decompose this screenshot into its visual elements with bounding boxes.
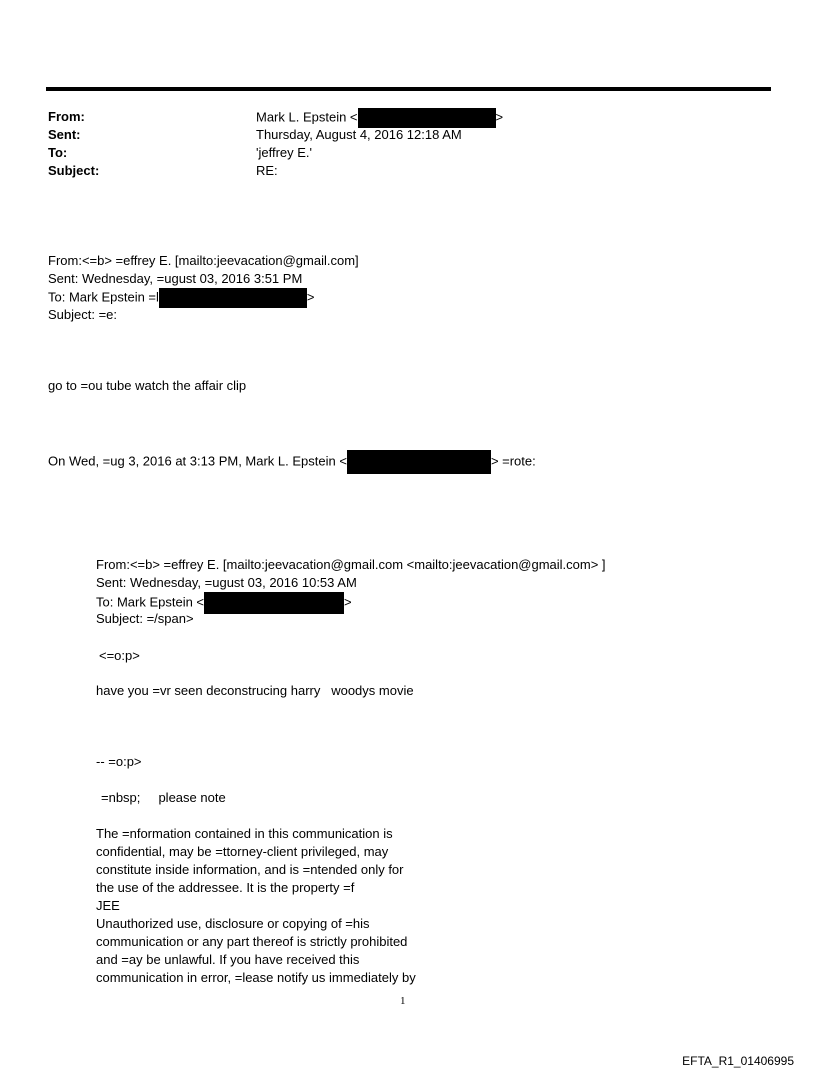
disclaimer-line: the use of the addressee. It is the property =f [96,880,355,895]
to-label: To: [48,145,68,160]
question-line: have you =vr seen deconstrucing harry woodys movie [96,683,414,698]
subject-value: RE: [256,163,278,178]
quoted1-to-close: > [306,289,315,305]
disclaimer-line: Unauthorized use, disclosure or copying of =his [96,916,370,931]
from-value [256,108,503,128]
quoted2-subject: Subject: =/span> [96,611,194,626]
quoted2-to-close: > [344,594,352,610]
disclaimer [96,825,456,987]
redaction-box [204,592,344,614]
redaction-box [358,108,496,128]
from-value-close: > [495,109,504,125]
page-number: 1 [400,995,406,1007]
on-wrote-line [48,450,536,474]
disclaimer-line: confidential, may be =ttorney-client privileged, may [96,844,389,859]
disclaimer-line: communication or any part thereof is strictly prohibited [96,934,408,949]
quoted1-sent: Sent: Wednesday, =ugust 03, 2016 3:51 PM [48,271,303,286]
disclaimer-line: JEE [96,898,120,913]
disclaimer-line: communication in error, =lease notify us immediately by [96,970,416,985]
to-value: 'jeffrey E.' [256,145,313,160]
quoted1-subject: Subject: =e: [48,307,118,322]
redaction-box [347,450,491,474]
on-wrote-suffix: > =rote: [490,453,536,469]
on-wrote-text: On Wed, =ug 3, 2016 at 3:13 PM, Mark L. Epstein < [48,453,347,469]
please-note: =nbsp; please note [101,790,226,805]
from-label: From: [48,109,85,124]
redaction-box [159,288,307,308]
quoted2-to-text: To: Mark Epstein < [96,594,205,610]
from-value-text: Mark L. Epstein < [256,109,358,125]
disclaimer-line: and =ay be unlawful. If you have received this [96,952,360,967]
sent-value: Thursday, August 4, 2016 12:18 AM [256,127,462,142]
quoted1-to-text: To: Mark Epstein =l [48,289,159,305]
body-line: go to =ou tube watch the affair clip [48,378,247,393]
disclaimer-line: The =nformation contained in this communication is [96,826,393,841]
header-rule [46,87,771,91]
quoted2-from: From:<=b> =effrey E. [mailto:jeevacation@gmail.com <mailto:jeevacation@gmail.com> ] [96,557,606,572]
quoted1-from: From:<=b> =effrey E. [mailto:jeevacation@gmail.com] [48,253,359,268]
disclaimer-line: constitute inside information, and is =ntended only for [96,862,404,877]
signature-marker: -- =o:p> [96,754,142,769]
quoted2-sent: Sent: Wednesday, =ugust 03, 2016 10:53 AM [96,575,357,590]
subject-label: Subject: [48,163,100,178]
op-marker: <=o:p> [99,648,140,663]
sent-label: Sent: [48,127,81,142]
quoted1-to [48,288,315,308]
document-id: EFTA_R1_01406995 [682,1054,794,1068]
